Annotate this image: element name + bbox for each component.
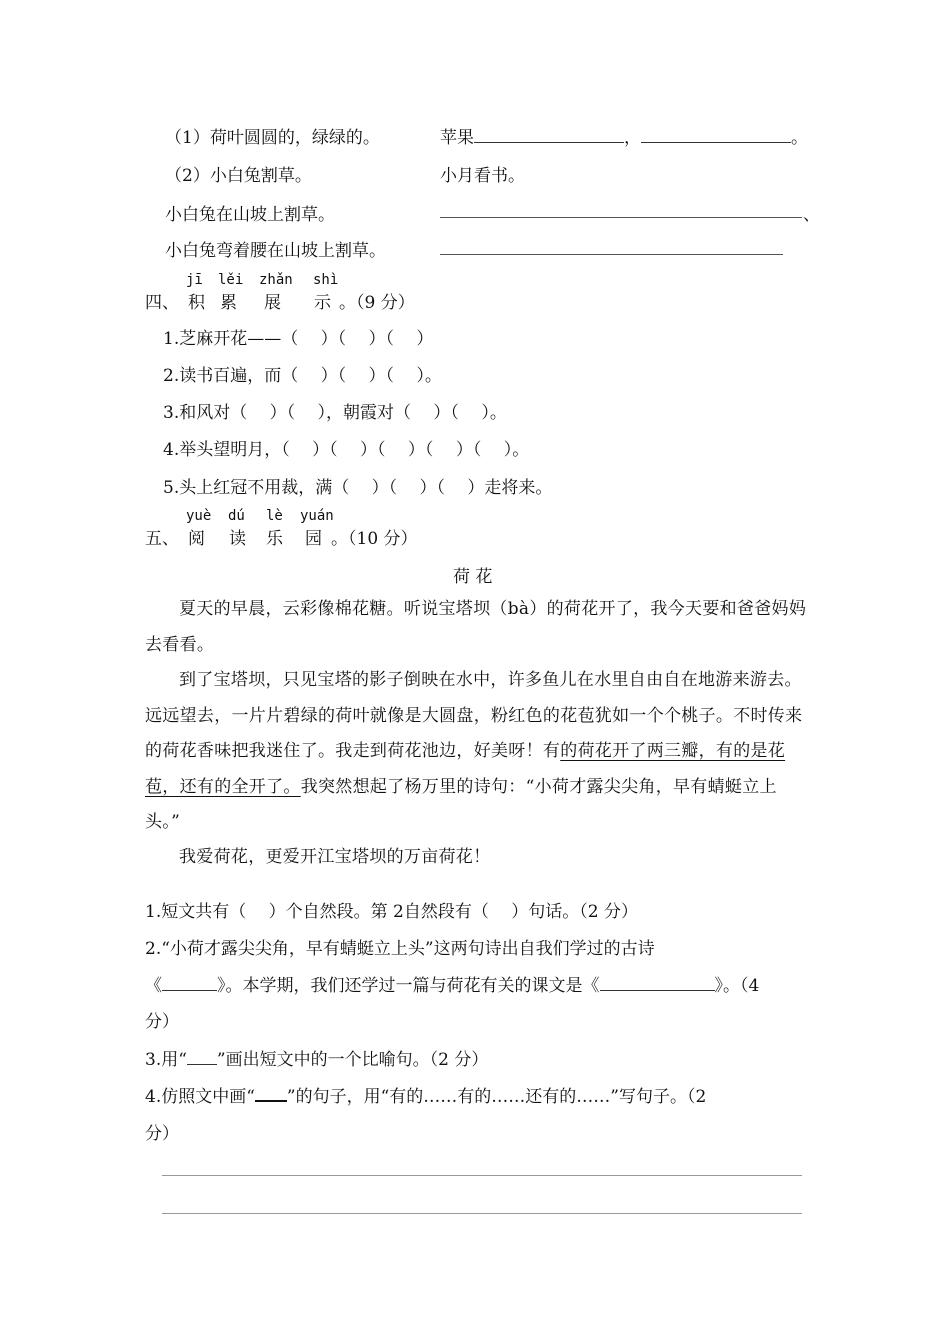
heading-char: 读 xyxy=(229,529,246,549)
pinyin-lei: lěi xyxy=(218,272,244,288)
blank[interactable] xyxy=(600,972,715,991)
question-3: 3.用“ ”画出短文中的一个比喻句。（2 分） xyxy=(145,1045,488,1070)
item2-right: 小月看书。 xyxy=(440,166,525,186)
answer-line[interactable] xyxy=(440,217,802,218)
underlined-sentence: 的荷花开了两三瓣，有的是花苞，还有的全开了。 xyxy=(145,741,786,797)
pinyin-du: dú xyxy=(228,508,245,524)
section4-heading: 四、 xyxy=(145,293,179,313)
question-1: 1.短文共有（ ）个自然段。第 2自然段有（ ）句话。（2 分） xyxy=(145,902,638,922)
answer-line[interactable] xyxy=(440,254,783,255)
fill-item: 4.举头望明月，（ ）（ ）（ ）（ ）（ ）。 xyxy=(163,440,530,460)
heading-char: 累 xyxy=(220,293,237,313)
passage-paragraph-3: 我爱荷花，更爱开江宝塔坝的万亩荷花！ xyxy=(179,847,491,867)
fill-item: 5.头上红冠不用裁，满（ ）（ ）（ ）走将来。 xyxy=(163,478,553,498)
underline-sample xyxy=(187,1046,217,1065)
writing-line[interactable] xyxy=(162,1213,802,1214)
example-b: 小白兔弯着腰在山坡上割草。 xyxy=(165,241,386,261)
fill-item: 1.芝麻开花——（ ）（ ）（ ） xyxy=(163,329,434,349)
heading-char: 园 xyxy=(305,529,322,549)
example-a: 小白兔在山坡上割草。 xyxy=(165,205,335,225)
blank[interactable] xyxy=(641,124,791,143)
question-2: 2.“小荷才露尖尖角，早有蜻蜓立上头”这两句诗出自我们学过的古诗 xyxy=(145,939,655,959)
underline-sample xyxy=(255,1082,287,1102)
pinyin-le: lè xyxy=(266,508,283,524)
heading-char: 阅 xyxy=(188,529,205,549)
heading-char: 乐 xyxy=(266,529,283,549)
item1-text: （1）荷叶圆圆的，绿绿的。 xyxy=(165,128,380,148)
heading-char: 积 xyxy=(188,293,205,313)
heading-char: 展 xyxy=(264,293,281,313)
pinyin-yuan: yuán xyxy=(300,508,334,524)
section5-heading: 五、 xyxy=(145,529,179,549)
item2-text: （2）小白兔割草。 xyxy=(165,166,312,186)
pinyin-shi: shì xyxy=(313,272,339,288)
blank[interactable] xyxy=(474,124,624,143)
pinyin-ji: jī xyxy=(186,272,203,288)
blank[interactable] xyxy=(162,972,217,991)
question-4-score: 分） xyxy=(145,1124,179,1144)
writing-line[interactable] xyxy=(162,1175,802,1176)
fill-item: 2.读书百遍，而（ ）（ ）（ ）。 xyxy=(163,366,442,386)
question-2-cont: 《 》。本学期，我们还学过一篇与荷花有关的课文是《 》。（4 xyxy=(145,971,759,996)
fill-item: 3.和风对（ ）（ ），朝霞对（ ）（ ）。 xyxy=(163,403,507,423)
question-2-score: 分） xyxy=(145,1012,179,1032)
passage-title: 荷 花 xyxy=(453,567,493,587)
pinyin-yue: yuè xyxy=(186,508,212,524)
enumeration-mark: 、 xyxy=(803,205,820,225)
item1-answer-line: 苹果 ， 。 xyxy=(440,123,808,148)
pinyin-zhan: zhǎn xyxy=(259,272,293,288)
passage-paragraph-2: 到了宝塔坝，只见宝塔的影子倒映在水中，许多鱼儿在水里自由自在地游来游去。远远望去，一片片碧绿的荷叶就像是大圆盘，粉红色的花苞犹如一个个桃子。不时传来的荷花香味把我迷住了。我走到荷花池边，好美呀！有的荷花开了两三瓣，有的是花苞，还有的全开了。我突然想起了杨万里的诗句：“小荷才露尖尖角，早有蜻蜓立上头。” xyxy=(145,670,803,832)
section4-score: 。（9 分） xyxy=(339,293,415,313)
section5-score: 。（10 分） xyxy=(331,529,418,549)
passage-paragraph-1: 夏天的早晨，云彩像棉花糖。听说宝塔坝（bà）的荷花开了，我今天要和爸爸妈妈去看看。 xyxy=(145,599,807,655)
question-4: 4.仿照文中画“ ”的句子，用“有的……有的……还有的……”写句子。（2 xyxy=(145,1082,706,1107)
heading-char: 示 xyxy=(314,293,331,313)
